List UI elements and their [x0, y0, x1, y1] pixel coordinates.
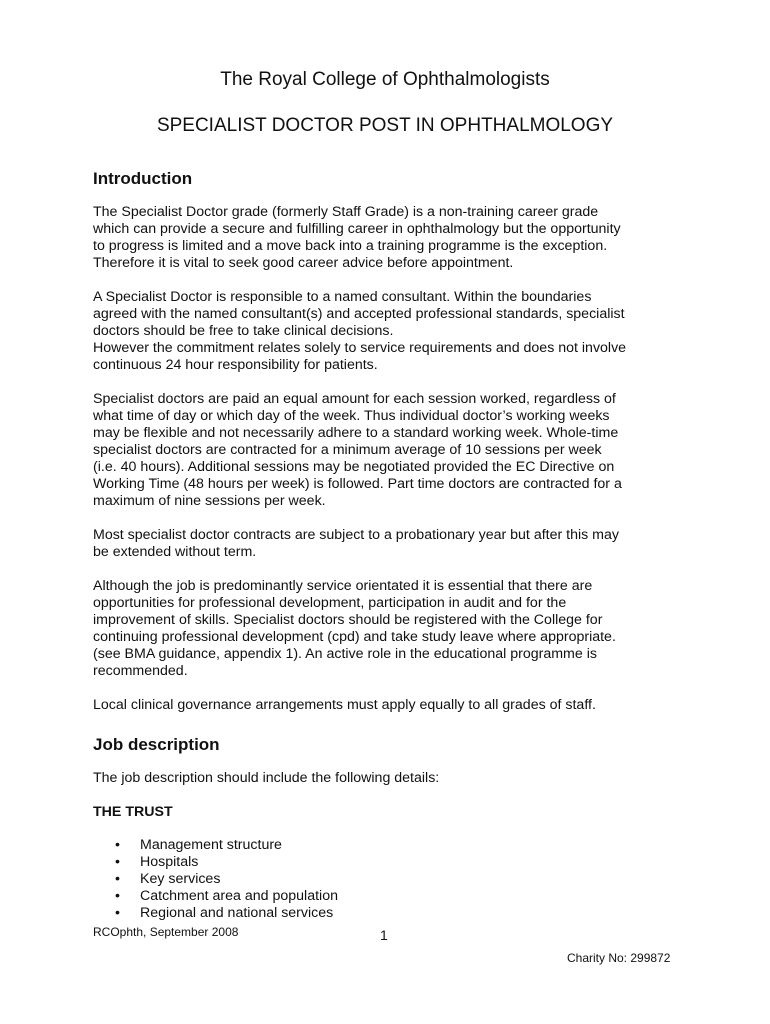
list-item — [115, 871, 693, 888]
text-line: continuing professional development (cpd) and take study leave where appropriate. — [93, 629, 616, 645]
trust-details-list — [93, 837, 693, 922]
text-line: may be flexible and not necessarily adhere to a standard working week. Whole-time — [93, 425, 619, 441]
introduction-heading: Introduction — [93, 169, 193, 188]
text-line: recommended. — [93, 663, 188, 679]
list-item-text: Management structure — [140, 837, 282, 853]
intro-paragraph-6 — [93, 697, 693, 714]
the-trust-heading: THE TRUST — [93, 804, 173, 820]
page-number: 1 — [380, 927, 388, 943]
footer-source-date: RCOphth, September 2008 — [93, 925, 239, 939]
list-item-text: Key services — [140, 871, 221, 887]
bullet-icon: • — [115, 888, 120, 904]
charity-number: Charity No: 299872 — [567, 951, 671, 965]
text-line: Most specialist doctor contracts are subject to a probationary year but after this may — [93, 527, 619, 543]
text-line: maximum of nine sessions per week. — [93, 493, 326, 509]
text-line: However the commitment relates solely to service requirements and does not involve — [93, 340, 627, 356]
text-line: (see BMA guidance, appendix 1). An active role in the educational programme is — [93, 646, 597, 662]
list-item-text: Hospitals — [140, 854, 199, 870]
bullet-icon: • — [115, 837, 120, 853]
bullet-icon: • — [115, 905, 120, 921]
text-line: agreed with the named consultant(s) and accepted professional standards, specialist — [93, 306, 625, 322]
text-line: Although the job is predominantly service orientated it is essential that there are — [93, 578, 593, 594]
list-item — [115, 854, 693, 871]
bullet-icon: • — [115, 854, 120, 870]
organization-title: The Royal College of Ophthalmologists — [220, 69, 550, 90]
text-line: The Specialist Doctor grade (formerly Staff Grade) is a non-training career grade — [93, 204, 599, 220]
text-line: (i.e. 40 hours). Additional sessions may be negotiated provided the EC Directive on — [93, 459, 615, 475]
text-line: what time of day or which day of the week. Thus individual doctor’s working weeks — [93, 408, 610, 424]
text-line: Working Time (48 hours per week) is followed. Part time doctors are contracted for a — [93, 476, 622, 492]
text-line: Local clinical governance arrangements must apply equally to all grades of staff. — [93, 697, 596, 713]
text-line: Therefore it is vital to seek good career advice before appointment. — [93, 255, 514, 271]
bullet-icon: • — [115, 871, 120, 887]
list-item — [115, 888, 693, 905]
list-item-text: Catchment area and population — [140, 888, 338, 904]
text-line: be extended without term. — [93, 544, 257, 560]
text-line: to progress is limited and a move back into a training programme is the exception. — [93, 238, 608, 254]
job-description-intro — [93, 770, 693, 787]
text-line: The job description should include the following details: — [93, 770, 440, 786]
text-line: which can provide a secure and fulfilling career in ophthalmology but the opportunity — [93, 221, 621, 237]
job-description-heading: Job description — [93, 735, 220, 754]
text-line: doctors should be free to take clinical decisions. — [93, 323, 394, 339]
text-line: specialist doctors are contracted for a minimum average of 10 sessions per week — [93, 442, 602, 458]
text-line: opportunities for professional development, participation in audit and for the — [93, 595, 567, 611]
intro-paragraph-2 — [93, 289, 693, 374]
list-item — [115, 905, 693, 922]
text-line: A Specialist Doctor is responsible to a named consultant. Within the boundaries — [93, 289, 592, 305]
document-body — [93, 168, 693, 922]
intro-paragraph-5 — [93, 578, 693, 680]
intro-paragraph-1 — [93, 204, 693, 272]
list-item — [115, 837, 693, 854]
text-line: continuous 24 hour responsibility for patients. — [93, 357, 378, 373]
intro-paragraph-3 — [93, 391, 693, 510]
text-line: improvement of skills. Specialist doctors should be registered with the College for — [93, 612, 603, 628]
text-line: Specialist doctors are paid an equal amount for each session worked, regardless of — [93, 391, 616, 407]
intro-paragraph-4 — [93, 527, 693, 561]
document-title: SPECIALIST DOCTOR POST IN OPHTHALMOLOGY — [156, 115, 614, 136]
list-item-text: Regional and national services — [140, 905, 334, 921]
